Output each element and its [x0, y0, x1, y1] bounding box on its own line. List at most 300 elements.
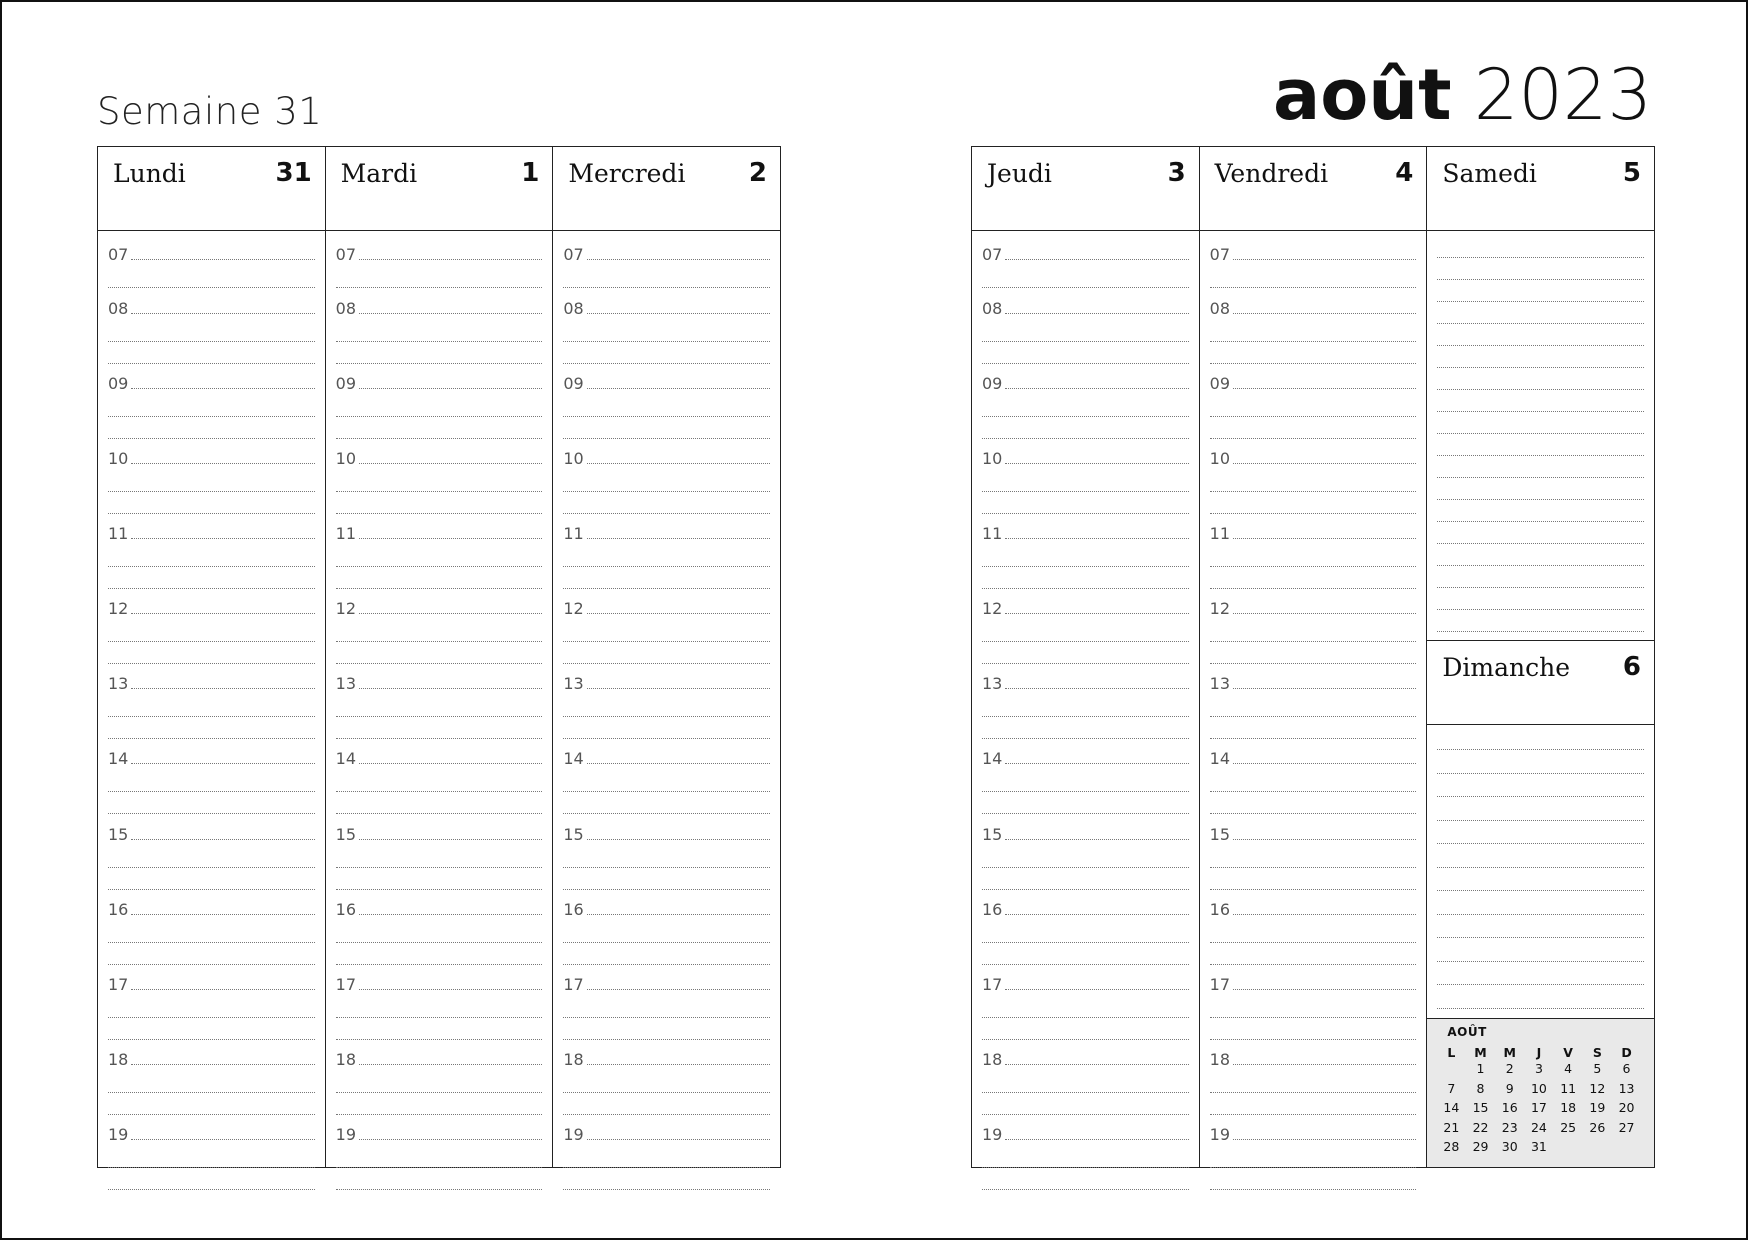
dotted-rule — [1437, 749, 1644, 750]
hour-label: 12 — [1210, 601, 1233, 617]
dotted-rule — [1210, 791, 1417, 792]
dotted-rule — [108, 663, 315, 664]
dotted-rule — [982, 438, 1189, 439]
dotted-rule — [1437, 301, 1644, 302]
day-column — [972, 147, 1200, 1167]
dotted-rule — [1210, 588, 1417, 589]
hour-slots — [1200, 231, 1427, 1167]
dotted-rule — [131, 838, 314, 840]
dotted-rule — [336, 341, 543, 342]
mini-calendar-date[interactable]: 1 — [1476, 1061, 1485, 1076]
dotted-rule — [1005, 1138, 1188, 1140]
mini-calendar-date[interactable]: 15 — [1472, 1100, 1489, 1115]
dotted-rule — [1437, 820, 1644, 821]
dotted-rule — [108, 491, 315, 492]
day-number: 5 — [1622, 158, 1642, 188]
dotted-rule — [563, 867, 770, 868]
day-header — [972, 147, 1199, 231]
hour-slot[interactable] — [336, 1123, 543, 1198]
dotted-rule — [982, 867, 1189, 868]
dotted-rule — [587, 762, 770, 764]
dotted-rule — [108, 566, 315, 567]
hour-label: 14 — [982, 751, 1005, 767]
hour-slot[interactable] — [108, 447, 315, 522]
dotted-rule — [1437, 565, 1644, 566]
hour-slot[interactable] — [982, 447, 1189, 522]
hour-label: 16 — [563, 902, 586, 918]
dotted-rule — [131, 387, 314, 389]
mini-calendar-date[interactable]: 9 — [1505, 1080, 1514, 1096]
dotted-rule — [563, 438, 770, 439]
day-name: Samedi — [1442, 159, 1537, 188]
dotted-rule — [982, 363, 1189, 364]
dotted-rule — [336, 1189, 543, 1190]
dotted-rule — [336, 738, 543, 739]
day-header — [98, 147, 325, 231]
dotted-rule — [982, 738, 1189, 739]
dotted-rule — [563, 363, 770, 364]
dotted-rule — [1210, 1189, 1417, 1190]
hour-label: 17 — [982, 977, 1005, 993]
dotted-rule — [982, 716, 1189, 717]
day-column — [1200, 147, 1428, 1167]
mini-calendar-date[interactable]: 14 — [1443, 1100, 1460, 1115]
dotted-rule — [563, 663, 770, 664]
mini-calendar-date[interactable]: 5 — [1593, 1061, 1602, 1076]
hour-slot[interactable] — [336, 747, 543, 822]
dotted-rule — [336, 1039, 543, 1040]
hour-slot[interactable] — [982, 672, 1189, 747]
day-column — [98, 147, 326, 1167]
dotted-rule — [563, 1039, 770, 1040]
dotted-rule — [359, 762, 542, 764]
hour-slot[interactable] — [1210, 1048, 1417, 1123]
hour-label: 11 — [563, 526, 586, 542]
mini-calendar-weekday: V — [1563, 1045, 1573, 1060]
dotted-rule — [1210, 1092, 1417, 1093]
mini-calendar-date[interactable]: 24 — [1530, 1119, 1547, 1135]
hour-label: 12 — [108, 601, 131, 617]
dotted-rule — [982, 588, 1189, 589]
dotted-rule — [563, 1017, 770, 1018]
dotted-rule — [587, 312, 770, 314]
hour-slot[interactable] — [336, 973, 543, 1048]
hour-slot[interactable] — [982, 1048, 1189, 1123]
dotted-rule — [1233, 258, 1416, 260]
hour-slot[interactable] — [563, 522, 770, 597]
hour-label: 18 — [1210, 1052, 1233, 1068]
hour-label: 10 — [563, 451, 586, 467]
dotted-rule — [563, 1167, 770, 1168]
dotted-rule — [1233, 1138, 1416, 1140]
hour-label: 14 — [563, 751, 586, 767]
dotted-rule — [1005, 612, 1188, 614]
hour-label: 07 — [108, 247, 131, 263]
dotted-rule — [587, 913, 770, 915]
hour-slot[interactable] — [982, 372, 1189, 447]
hour-slot[interactable] — [108, 1048, 315, 1123]
hour-slot[interactable] — [563, 447, 770, 522]
dotted-rule — [336, 663, 543, 664]
month-title — [1272, 54, 1652, 136]
hour-slot[interactable] — [336, 898, 543, 973]
dotted-rule — [982, 663, 1189, 664]
dotted-rule — [131, 462, 314, 464]
hour-slot[interactable] — [563, 898, 770, 973]
mini-calendar-date[interactable]: 22 — [1472, 1119, 1489, 1135]
hour-slot[interactable] — [1210, 747, 1417, 822]
hour-slot[interactable] — [563, 372, 770, 447]
mini-calendar-date[interactable]: 17 — [1530, 1100, 1547, 1115]
dotted-rule — [1210, 641, 1417, 642]
dotted-rule — [1210, 363, 1417, 364]
hour-slot[interactable] — [563, 973, 770, 1048]
dotted-rule — [982, 1039, 1189, 1040]
day-number: 31 — [275, 158, 312, 188]
dotted-rule — [108, 341, 315, 342]
hour-slot[interactable] — [1210, 1123, 1417, 1198]
dotted-rule — [1437, 521, 1644, 522]
hour-slot[interactable] — [108, 597, 315, 672]
dotted-rule — [1210, 663, 1417, 664]
dotted-rule — [336, 438, 543, 439]
dotted-rule — [982, 287, 1189, 288]
mini-calendar-date[interactable]: 13 — [1618, 1080, 1635, 1096]
dotted-rule — [563, 942, 770, 943]
dotted-rule — [336, 889, 543, 890]
hour-label: 13 — [982, 676, 1005, 692]
hour-slot[interactable] — [336, 597, 543, 672]
left-page-panel — [97, 146, 781, 1168]
dotted-rule — [587, 387, 770, 389]
dotted-rule — [587, 612, 770, 614]
dotted-rule — [563, 1189, 770, 1190]
dotted-rule — [587, 462, 770, 464]
dotted-rule — [1437, 914, 1644, 915]
mini-calendar-date[interactable]: 18 — [1560, 1100, 1577, 1115]
hour-slot[interactable] — [336, 297, 543, 372]
hour-label: 12 — [982, 601, 1005, 617]
dotted-rule — [982, 491, 1189, 492]
dotted-rule — [1437, 773, 1644, 774]
dotted-rule — [587, 838, 770, 840]
dotted-rule — [336, 491, 543, 492]
hour-slot[interactable] — [108, 1123, 315, 1198]
mini-calendar-date[interactable]: 29 — [1472, 1139, 1489, 1154]
hour-label: 17 — [563, 977, 586, 993]
hour-label: 08 — [1210, 301, 1233, 317]
dotted-rule — [131, 988, 314, 990]
dotted-rule — [1005, 1063, 1188, 1065]
day-number: 2 — [748, 158, 768, 188]
dotted-rule — [336, 867, 543, 868]
hour-slot[interactable] — [1210, 297, 1417, 372]
hour-label: 11 — [108, 526, 131, 542]
hour-slot[interactable] — [563, 672, 770, 747]
dotted-rule — [1210, 287, 1417, 288]
mini-calendar-date[interactable]: 27 — [1618, 1119, 1635, 1135]
dotted-rule — [108, 942, 315, 943]
dotted-rule — [1437, 367, 1644, 368]
mini-calendar-date[interactable]: 7 — [1447, 1080, 1456, 1096]
hour-label: 19 — [563, 1127, 586, 1143]
dotted-rule — [563, 889, 770, 890]
hour-slot[interactable] — [563, 1048, 770, 1123]
hour-label: 15 — [108, 827, 131, 843]
hour-slot[interactable] — [108, 898, 315, 973]
day-name: Jeudi — [987, 159, 1052, 188]
dotted-rule — [1210, 491, 1417, 492]
hour-label: 18 — [336, 1052, 359, 1068]
dotted-rule — [359, 838, 542, 840]
dotted-rule — [1005, 988, 1188, 990]
dotted-rule — [563, 287, 770, 288]
mini-calendar-weekday: S — [1592, 1045, 1602, 1060]
hour-slot[interactable] — [108, 672, 315, 747]
dotted-rule — [1005, 762, 1188, 764]
dotted-rule — [336, 1114, 543, 1115]
dotted-rule — [1437, 984, 1644, 985]
hour-slot[interactable] — [1210, 823, 1417, 898]
hour-slot[interactable] — [982, 973, 1189, 1048]
dotted-rule — [336, 942, 543, 943]
mini-calendar-date[interactable]: 19 — [1589, 1100, 1606, 1115]
hour-slot[interactable] — [108, 372, 315, 447]
mini-calendar-date[interactable]: 25 — [1560, 1119, 1577, 1135]
dotted-rule — [359, 1063, 542, 1065]
dotted-rule — [982, 889, 1189, 890]
mini-calendar-date[interactable]: 2 — [1505, 1061, 1514, 1076]
hour-slot[interactable] — [563, 597, 770, 672]
day-number: 6 — [1622, 652, 1642, 682]
mini-calendar-date[interactable]: 10 — [1530, 1080, 1547, 1096]
mini-calendar-date[interactable]: 30 — [1501, 1139, 1518, 1154]
day-header — [326, 147, 553, 231]
hour-label: 16 — [982, 902, 1005, 918]
mini-calendar-date[interactable]: 31 — [1530, 1139, 1547, 1154]
hour-slot[interactable] — [1210, 372, 1417, 447]
dotted-rule — [1210, 889, 1417, 890]
hour-label: 17 — [1210, 977, 1233, 993]
hour-slot[interactable] — [982, 823, 1189, 898]
dotted-rule — [982, 1017, 1189, 1018]
dotted-rule — [563, 738, 770, 739]
dotted-rule — [1210, 416, 1417, 417]
dotted-rule — [1233, 838, 1416, 840]
dotted-rule — [1437, 631, 1644, 632]
hour-slot[interactable] — [108, 747, 315, 822]
dotted-rule — [1437, 587, 1644, 588]
hour-slot[interactable] — [563, 823, 770, 898]
dotted-rule — [1437, 389, 1644, 390]
dotted-rule — [1437, 867, 1644, 868]
right-page-panel — [971, 146, 1655, 1168]
hour-slot[interactable] — [1210, 898, 1417, 973]
day-header — [1200, 147, 1427, 231]
mini-calendar-date[interactable]: 8 — [1476, 1080, 1485, 1096]
dotted-rule — [563, 791, 770, 792]
hour-slot[interactable] — [1210, 672, 1417, 747]
hour-slot[interactable] — [1210, 522, 1417, 597]
mini-calendar-weekday: D — [1621, 1045, 1632, 1060]
hour-slot[interactable] — [1210, 447, 1417, 522]
hour-label: 12 — [336, 601, 359, 617]
hour-slot[interactable] — [563, 297, 770, 372]
mini-calendar-date[interactable]: 3 — [1534, 1061, 1543, 1076]
dotted-rule — [336, 566, 543, 567]
dotted-rule — [1233, 387, 1416, 389]
dotted-rule — [563, 588, 770, 589]
mini-calendar — [1427, 1019, 1654, 1167]
dotted-rule — [1210, 1017, 1417, 1018]
hour-label: 07 — [336, 247, 359, 263]
dotted-rule — [108, 438, 315, 439]
dotted-rule — [359, 312, 542, 314]
hour-label: 08 — [982, 301, 1005, 317]
mini-calendar-date[interactable]: 16 — [1501, 1100, 1518, 1115]
dotted-rule — [1005, 687, 1188, 689]
dotted-rule — [131, 913, 314, 915]
dotted-rule — [336, 513, 543, 514]
dotted-rule — [1437, 609, 1644, 610]
dotted-rule — [1437, 499, 1644, 500]
day-column — [553, 147, 780, 1167]
dotted-rule — [587, 988, 770, 990]
hour-label: 17 — [336, 977, 359, 993]
dotted-rule — [982, 813, 1189, 814]
sunday-header — [1427, 641, 1654, 725]
mini-calendar-date[interactable]: 11 — [1560, 1080, 1577, 1096]
hour-slot[interactable] — [108, 823, 315, 898]
dotted-rule — [336, 287, 543, 288]
hour-slot[interactable] — [336, 447, 543, 522]
dotted-rule — [1437, 257, 1644, 258]
hour-label: 19 — [1210, 1127, 1233, 1143]
mini-calendar-date[interactable]: 12 — [1589, 1080, 1606, 1096]
hour-label: 19 — [982, 1127, 1005, 1143]
hour-slot[interactable] — [108, 297, 315, 372]
dotted-rule — [336, 813, 543, 814]
dotted-rule — [336, 363, 543, 364]
mini-calendar-date[interactable]: 4 — [1564, 1061, 1573, 1076]
dotted-rule — [1233, 988, 1416, 990]
mini-calendar-date[interactable]: 26 — [1589, 1119, 1606, 1135]
day-name: Mardi — [340, 159, 418, 188]
dotted-rule — [1437, 843, 1644, 844]
mini-calendar-date[interactable]: 28 — [1443, 1139, 1460, 1154]
saturday-notes-area[interactable] — [1427, 231, 1654, 641]
dotted-rule — [1437, 937, 1644, 938]
dotted-rule — [336, 1167, 543, 1168]
dotted-rule — [1210, 964, 1417, 965]
hour-label: 08 — [336, 301, 359, 317]
dotted-rule — [1233, 1063, 1416, 1065]
hour-label: 19 — [336, 1127, 359, 1143]
dotted-rule — [359, 687, 542, 689]
mini-calendar-date[interactable]: 21 — [1443, 1119, 1460, 1135]
hour-slot[interactable] — [982, 597, 1189, 672]
dotted-rule — [336, 791, 543, 792]
hour-slot[interactable] — [336, 372, 543, 447]
hour-slot[interactable] — [336, 823, 543, 898]
hour-slot[interactable] — [336, 522, 543, 597]
dotted-rule — [108, 513, 315, 514]
hour-slot[interactable] — [1210, 597, 1417, 672]
dotted-rule — [1005, 838, 1188, 840]
dotted-rule — [982, 341, 1189, 342]
hour-slot[interactable] — [982, 1123, 1189, 1198]
hour-slot[interactable] — [108, 973, 315, 1048]
hour-slot[interactable] — [1210, 973, 1417, 1048]
mini-calendar-title: AOÛT — [1447, 1025, 1487, 1039]
dotted-rule — [1437, 1008, 1644, 1009]
hour-label: 14 — [336, 751, 359, 767]
hour-label: 15 — [336, 827, 359, 843]
mini-calendar-date[interactable]: 6 — [1622, 1061, 1631, 1076]
hour-slot[interactable] — [336, 1048, 543, 1123]
hour-label: 18 — [982, 1052, 1005, 1068]
dotted-rule — [108, 1017, 315, 1018]
day-header — [553, 147, 780, 231]
hour-label: 16 — [108, 902, 131, 918]
hour-slot[interactable] — [982, 747, 1189, 822]
hour-label: 15 — [1210, 827, 1233, 843]
hour-slot[interactable] — [982, 522, 1189, 597]
dotted-rule — [563, 491, 770, 492]
hour-slot[interactable] — [108, 522, 315, 597]
dotted-rule — [108, 867, 315, 868]
mini-calendar-date[interactable]: 20 — [1618, 1100, 1635, 1115]
dotted-rule — [1005, 537, 1188, 539]
dotted-rule — [1005, 462, 1188, 464]
hour-slot[interactable] — [563, 1123, 770, 1198]
hour-label: 15 — [982, 827, 1005, 843]
hour-label: 07 — [1210, 247, 1233, 263]
dotted-rule — [1210, 341, 1417, 342]
hour-slot[interactable] — [982, 297, 1189, 372]
hour-label: 13 — [1210, 676, 1233, 692]
dotted-rule — [359, 462, 542, 464]
dotted-rule — [587, 537, 770, 539]
dotted-rule — [336, 964, 543, 965]
day-column — [326, 147, 554, 1167]
sunday-notes-area[interactable] — [1427, 725, 1654, 1019]
dotted-rule — [1005, 312, 1188, 314]
dotted-rule — [1437, 961, 1644, 962]
hour-label: 08 — [108, 301, 131, 317]
dotted-rule — [1210, 1167, 1417, 1168]
mini-calendar-date[interactable]: 23 — [1501, 1119, 1518, 1135]
hour-slot[interactable] — [336, 672, 543, 747]
hour-label: 18 — [563, 1052, 586, 1068]
dotted-rule — [108, 791, 315, 792]
mini-calendar-weekday: L — [1447, 1045, 1456, 1060]
dotted-rule — [982, 641, 1189, 642]
dotted-rule — [563, 641, 770, 642]
dotted-rule — [359, 1138, 542, 1140]
dotted-rule — [131, 258, 314, 260]
dotted-rule — [587, 687, 770, 689]
dotted-rule — [1210, 716, 1417, 717]
dotted-rule — [1210, 1114, 1417, 1115]
dotted-rule — [563, 341, 770, 342]
hour-slot[interactable] — [563, 747, 770, 822]
dotted-rule — [563, 1114, 770, 1115]
hour-label: 10 — [982, 451, 1005, 467]
dotted-rule — [982, 1167, 1189, 1168]
dotted-rule — [131, 1063, 314, 1065]
hour-slot[interactable] — [982, 898, 1189, 973]
